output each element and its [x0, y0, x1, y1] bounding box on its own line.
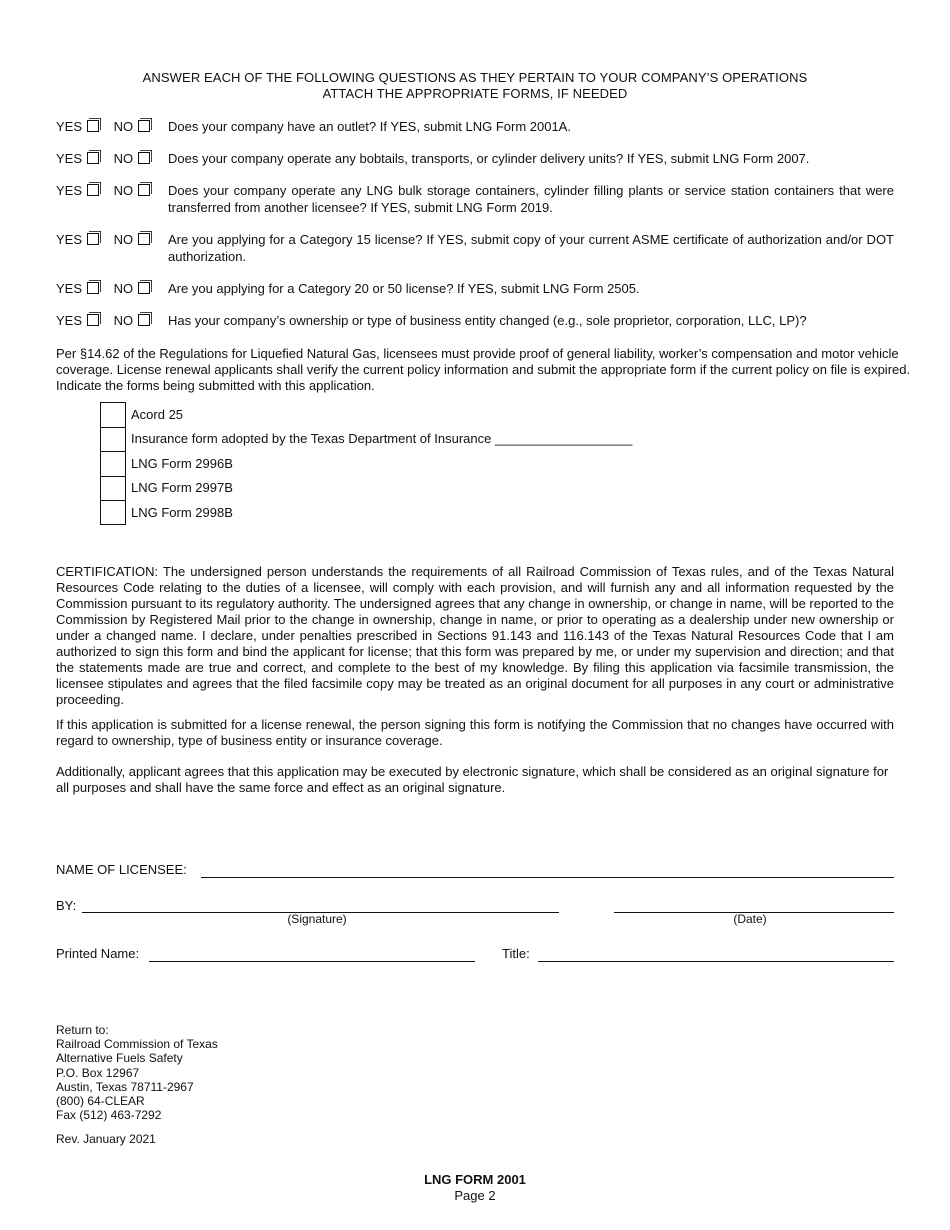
insurance-form-item [100, 476, 632, 501]
by-label: BY: [56, 898, 77, 913]
yes-label: YES [56, 151, 83, 166]
insurance-form-label: Insurance form adopted by the Texas Department of Insurance ___________________ [131, 431, 633, 447]
renewal-note: If this application is submitted for a license renewal, the person signing this form is notifying the Commission that no changes have occurred with regard to ownership, type of business entity or insurance coverage. [56, 717, 894, 748]
question-text: Are you applying for a Category 15 license? If YES, submit copy of your current ASME certificate of authorization and/or DOT authorization. [168, 232, 894, 264]
insurance-form-item [100, 402, 632, 427]
no-label: NO [113, 151, 134, 166]
yes-checkbox[interactable] [87, 152, 99, 164]
instructions-header [56, 70, 894, 102]
insurance-form-item [100, 427, 632, 452]
yes-checkbox[interactable] [87, 282, 99, 294]
yes-checkbox[interactable] [87, 233, 99, 245]
no-label: NO [113, 119, 134, 134]
form-title: LNG FORM 2001 [424, 1172, 526, 1187]
no-checkbox[interactable] [138, 120, 150, 132]
return-address [56, 1023, 218, 1122]
no-label: NO [113, 232, 134, 247]
insurance-form-checkbox[interactable] [100, 476, 126, 501]
insurance-form-checkbox[interactable] [100, 500, 126, 525]
yes-checkbox[interactable] [87, 314, 99, 326]
no-checkbox[interactable] [138, 282, 150, 294]
insurance-form-checkbox[interactable] [100, 427, 126, 452]
question-text: Does your company operate any LNG bulk storage containers, cylinder filling plants or service station containers that were transferred from another licensee? If YES, submit LNG Form 2019. [168, 183, 894, 215]
insurance-form-item [100, 451, 632, 476]
no-checkbox[interactable] [138, 184, 150, 196]
title-label: Title: [502, 946, 530, 961]
yes-label: YES [56, 183, 83, 198]
yes-label: YES [56, 313, 83, 328]
certification-paragraph: CERTIFICATION: The undersigned person understands the requirements of all Railroad Commission of Texas rules, and of the Texas Natural Resources Code relating to the duties of a licensee, will comply with each provision, and will furnish any and all information requested by the Commission pursuant to its regulatory authority. The undersigned agrees that any change in ownership, or change in name, will be reported to the Commission by Registered Mail prior to the change in ownership, change in name, or prior to operating as a dealership under new ownership or under a changed name. I declare, under penalties prescribed in Sections 91.143 and 116.143 of the Texas Natural Resources Code that I am authorized to sign this form and bind the applicant for license; that this form was prepared by me, or under my supervision and direction; and that the statements made are true and correct, and complete to the best of my knowledge. By filing this application via facsimile transmission, the licensee stipulates and agrees that the filed facsimile copy may be treated as an original document for all purposes in any court or administrative proceeding. [56, 564, 894, 707]
insurance-form-checkbox[interactable] [100, 451, 126, 476]
insurance-form-label: LNG Form 2998B [131, 504, 233, 520]
yes-checkbox[interactable] [87, 120, 99, 132]
esignature-note: Additionally, applicant agrees that this application may be executed by electronic signature, which shall be considered as an original signature for all purposes and shall have the same force and effect as an original signature. [56, 764, 889, 795]
no-checkbox[interactable] [138, 314, 150, 326]
return-line: P.O. Box 12967 [56, 1065, 140, 1080]
return-line: (800) 64-CLEAR [56, 1094, 145, 1109]
no-label: NO [113, 313, 134, 328]
question-text: Are you applying for a Category 20 or 50 license? If YES, submit LNG Form 2505. [168, 281, 640, 296]
printed-name-field[interactable] [149, 961, 475, 962]
return-line: Alternative Fuels Safety [56, 1051, 183, 1066]
page-number: Page 2 [454, 1188, 496, 1203]
insurance-form-checkbox[interactable] [100, 402, 126, 427]
printed-name-label: Printed Name: [56, 946, 140, 961]
title-field[interactable] [538, 961, 894, 962]
insurance-form-item [100, 500, 632, 525]
question-text: Has your company’s ownership or type of business entity changed (e.g., sole proprietor, corporation, LLC, LP)? [168, 313, 807, 328]
header-line-2: ATTACH THE APPROPRIATE FORMS, IF NEEDED [322, 86, 628, 101]
licensee-label: NAME OF LICENSEE: [56, 862, 187, 877]
return-heading: Return to: [56, 1023, 109, 1037]
question-text: Does your company operate any bobtails, transports, or cylinder delivery units? If YES, submit LNG Form 2007. [168, 151, 810, 166]
insurance-form-label: LNG Form 2996B [131, 455, 233, 471]
no-checkbox[interactable] [138, 233, 150, 245]
no-checkbox[interactable] [138, 152, 150, 164]
insurance-form-label: LNG Form 2997B [131, 480, 233, 496]
signature-caption: (Signature) [287, 912, 347, 926]
yes-label: YES [56, 119, 83, 134]
revision-date: Rev. January 2021 [56, 1132, 156, 1146]
insurance-form-list [100, 402, 632, 525]
return-line: Fax (512) 463-7292 [56, 1108, 162, 1123]
yes-label: YES [56, 232, 83, 247]
header-line-1: ANSWER EACH OF THE FOLLOWING QUESTIONS AS THEY PERTAIN TO YOUR COMPANY’S OPERATIONS [142, 70, 808, 85]
return-line: Austin, Texas 78711-2967 [56, 1079, 194, 1094]
page-footer [0, 1172, 950, 1204]
date-caption: (Date) [733, 912, 767, 926]
insurance-paragraph: Per §14.62 of the Regulations for Liquefied Natural Gas, licensees must provide proof of general liability, worker’s compensation and motor vehicle coverage. License renewal applicants shall verify the current policy information and submit the appropriate form if the current policy on file is expired. Indicate the forms being submitted with this application. [56, 346, 911, 393]
yes-label: YES [56, 281, 83, 296]
no-label: NO [113, 281, 134, 296]
licensee-name-field[interactable] [201, 877, 894, 878]
insurance-form-label: Acord 25 [131, 406, 184, 422]
question-text: Does your company have an outlet? If YES, submit LNG Form 2001A. [168, 119, 571, 134]
return-line: Railroad Commission of Texas [56, 1037, 218, 1052]
no-label: NO [113, 183, 134, 198]
yes-checkbox[interactable] [87, 184, 99, 196]
